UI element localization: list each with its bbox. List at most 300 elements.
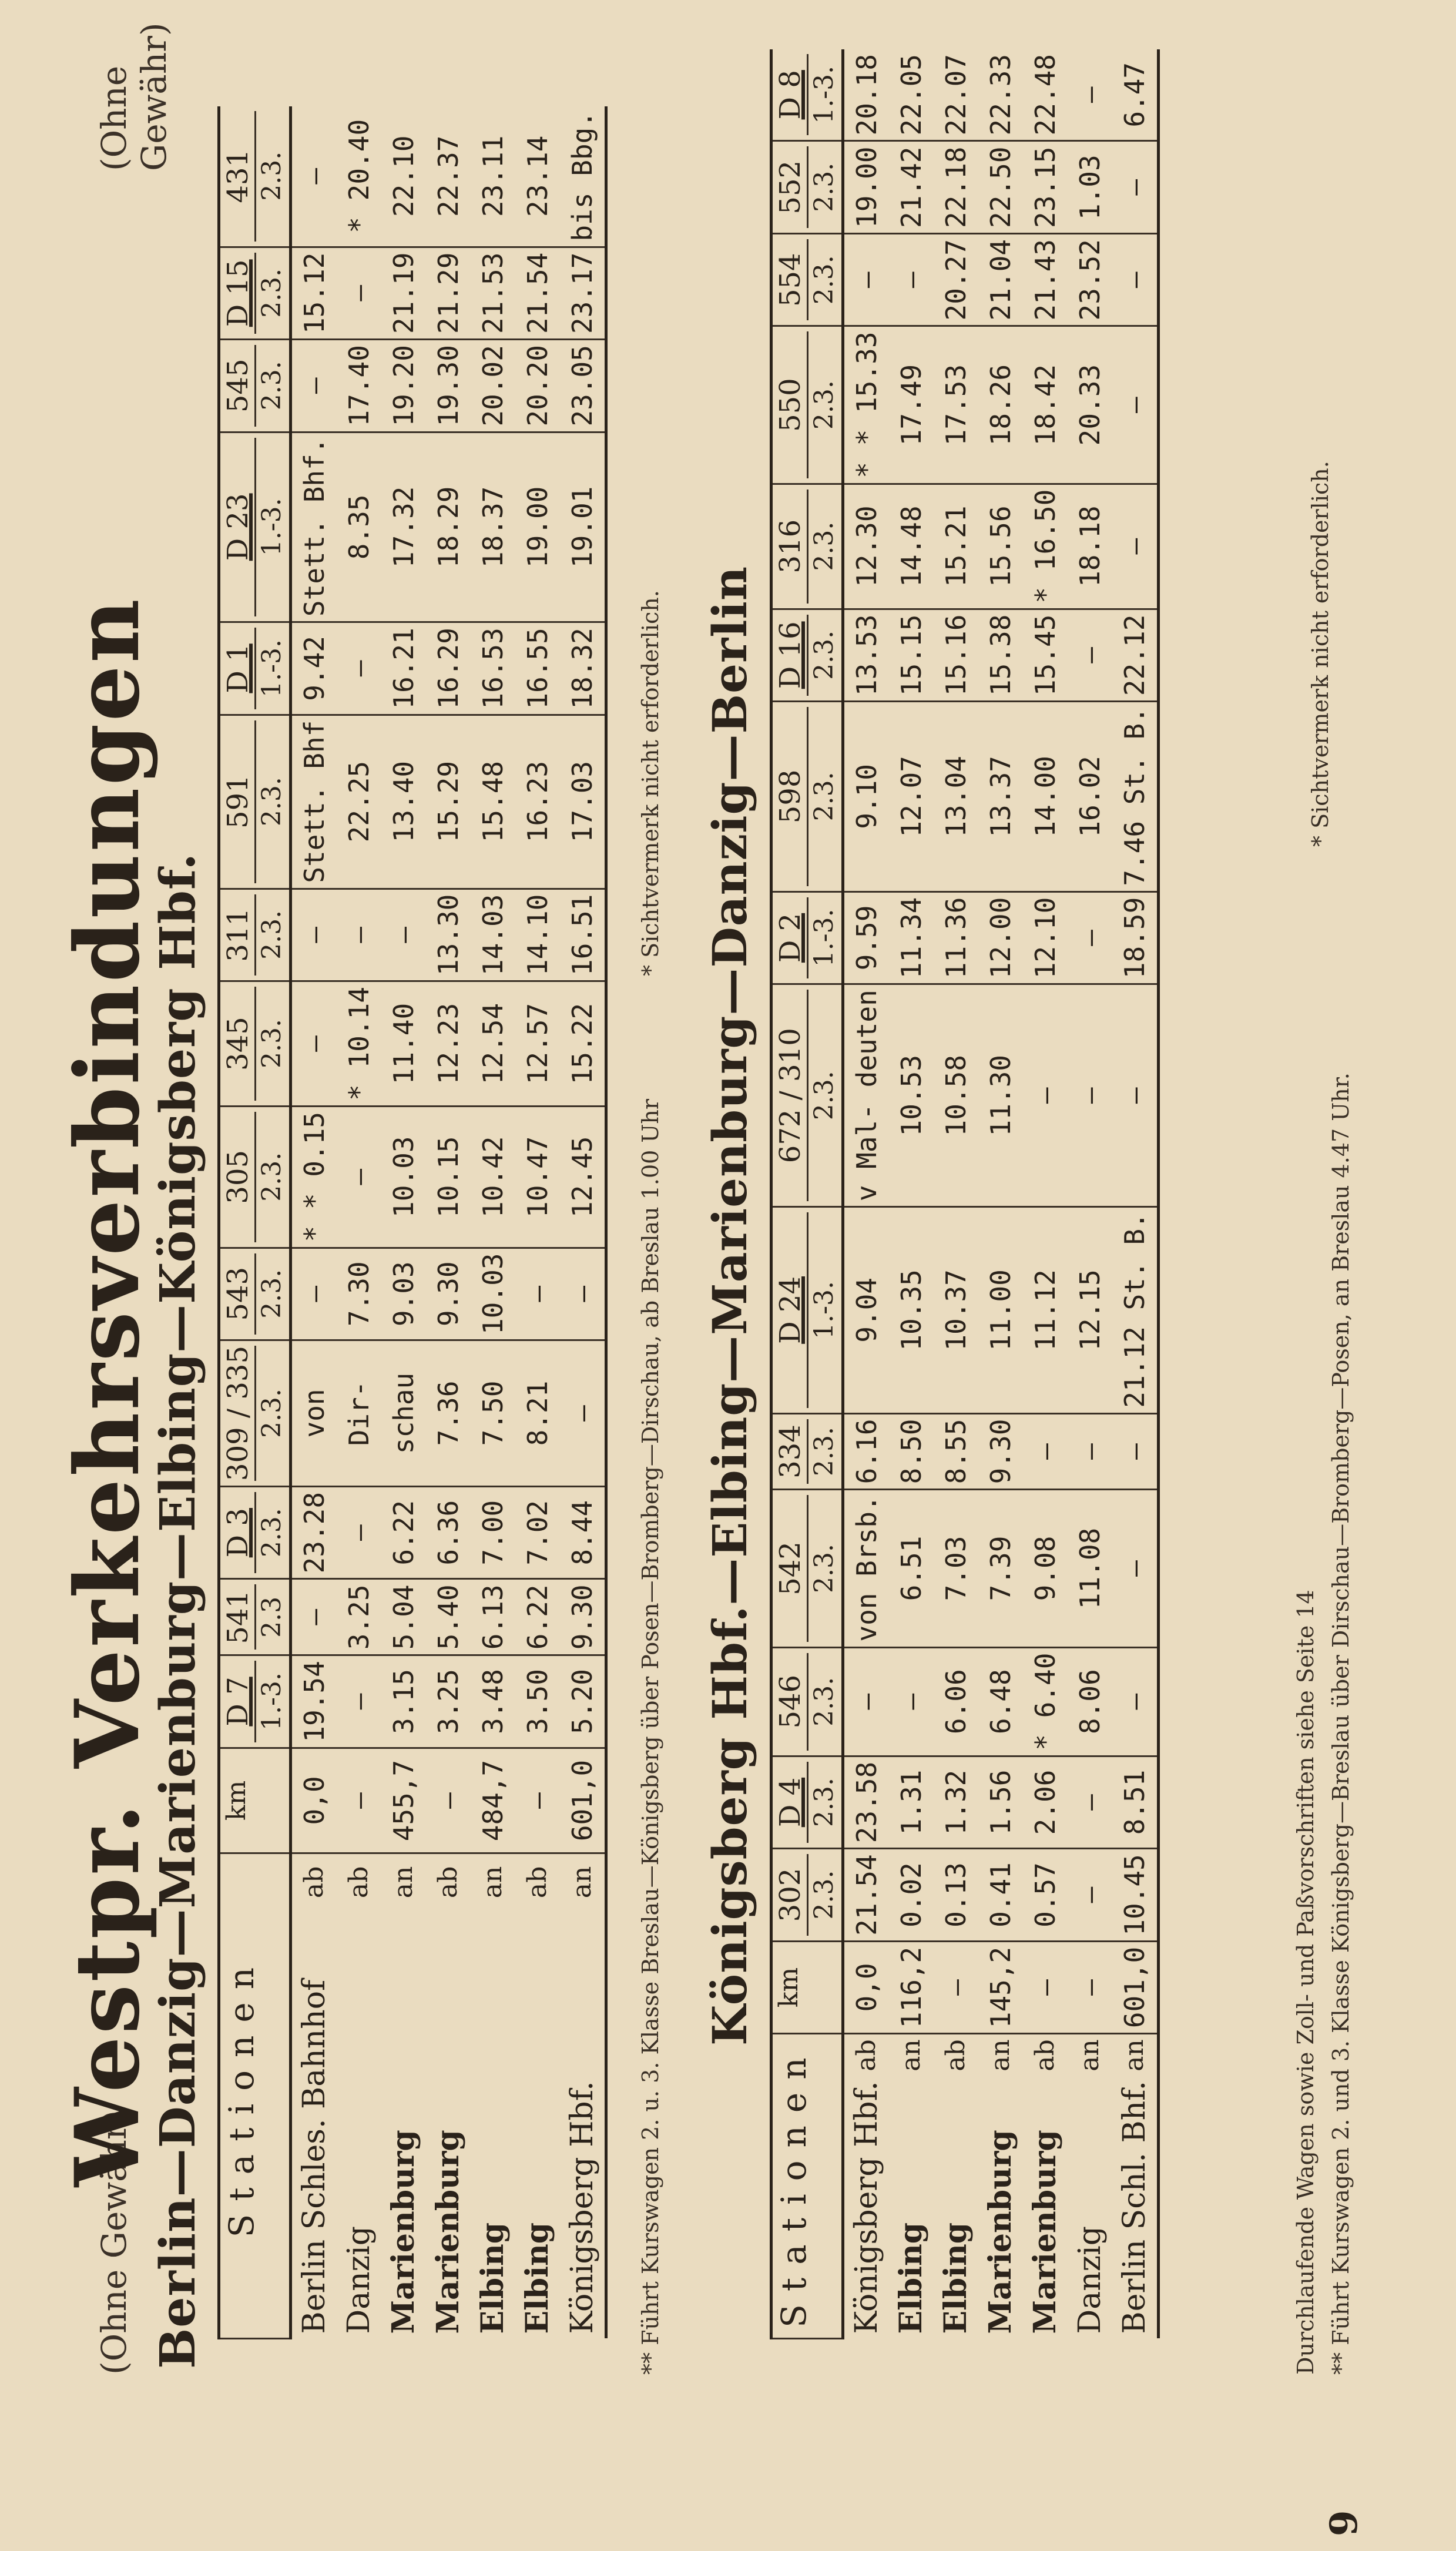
station-name: Königsberg Hbf. (560, 1910, 606, 2339)
time-cell: 2.06 (1023, 1756, 1068, 1848)
time-cell: 13.30 (426, 889, 471, 981)
time-cell: 15.15 (889, 609, 934, 701)
arrival-departure-marker: an (1112, 2034, 1159, 2076)
time-cell: 7.00 (471, 1486, 515, 1578)
train-header: D 1 1.-3. (219, 622, 291, 715)
time-cell: 13.37 (978, 702, 1023, 892)
station-name: Berlin Schl. Bhf. (1112, 2076, 1159, 2339)
time-cell: von (291, 1340, 337, 1487)
time-cell: 21.43 (1023, 233, 1068, 326)
time-cell: * 16.50 (1023, 484, 1068, 609)
time-cell: — (291, 889, 337, 981)
arrival-departure-marker: ab (851, 2039, 881, 2071)
time-cell: 20.33 (1068, 326, 1112, 484)
train-header: 542 2.3. (771, 1490, 843, 1647)
time-cell: 10.42 (471, 1106, 515, 1248)
time-cell: 10.45 (1112, 1849, 1159, 1941)
time-cell: 10.15 (426, 1106, 471, 1248)
train-header: 309 / 335 2.3. (219, 1340, 291, 1487)
train-header: 550 2.3. (771, 326, 843, 484)
time-cell: — (1068, 609, 1112, 701)
station-name: Marienburg (430, 2130, 466, 2334)
distance-km: 601,0 (560, 1748, 606, 1853)
time-cell: 0.02 (889, 1849, 934, 1941)
time-cell: 16.51 (560, 889, 606, 981)
station-name: Königsberg Hbf. (849, 2081, 884, 2334)
train-header: D 16 2.3. (771, 609, 843, 701)
time-cell: 14.48 (889, 484, 934, 609)
time-cell: 10.35 (889, 1207, 934, 1413)
time-cell: 9.03 (381, 1248, 426, 1340)
train-header: 598 2.3. (771, 702, 843, 892)
time-cell: 23.15 (1023, 141, 1068, 233)
table-row (515, 106, 560, 2339)
time-cell: * 10.14 (337, 981, 381, 1107)
train-header: 311 2.3. (219, 889, 291, 981)
time-cell: — (1112, 326, 1159, 484)
time-cell: 11.00 (978, 1207, 1023, 1413)
time-cell: 1.03 (1068, 141, 1112, 233)
time-cell: 18.29 (426, 432, 471, 622)
distance-km: 116,2 (889, 1941, 934, 2033)
time-cell: 15.38 (978, 609, 1023, 701)
time-cell: 15.48 (471, 715, 515, 889)
arrival-departure-marker: an (1075, 2039, 1105, 2071)
page-title: Westpr. Verkehrsverbindungen (56, 596, 159, 2187)
table-row (381, 106, 426, 2339)
distance-km: — (934, 1941, 978, 2033)
time-cell: 9.10 (843, 702, 890, 892)
time-cell: 17.49 (889, 326, 934, 484)
time-cell: 17.03 (560, 715, 606, 889)
time-cell: — (1023, 984, 1068, 1207)
time-cell: — (337, 889, 381, 981)
time-cell: — (560, 1248, 606, 1340)
time-cell: 19.54 (291, 1655, 337, 1748)
time-cell: — (337, 1106, 381, 1248)
distance-km: 601,0 (1112, 1941, 1159, 2033)
train-header: 302 2.3. (771, 1849, 843, 1941)
time-cell: 6.47 (1112, 49, 1159, 141)
time-cell: 12.15 (1068, 1207, 1112, 1413)
time-cell: 10.03 (381, 1106, 426, 1248)
table-row (471, 106, 515, 2339)
table-row (1068, 49, 1112, 2338)
train-header: D 24 1.-3. (771, 1207, 843, 1413)
time-cell: 9.08 (1023, 1490, 1068, 1647)
train-header: 591 2.3. (219, 715, 291, 889)
time-cell: 5.04 (381, 1579, 426, 1655)
time-cell: bis Bbg. (560, 106, 606, 247)
time-cell: 8.44 (560, 1486, 606, 1578)
stations-header: Stationen (219, 1853, 291, 2339)
train-header: 672 / 310 2.3. (771, 984, 843, 1207)
arrival-departure-marker: ab (522, 1866, 552, 1899)
disclaimer-left: (Ohne Gewähr) (94, 2110, 134, 2375)
time-cell: 0.13 (934, 1849, 978, 1941)
station-name: Danzig (1072, 2226, 1108, 2334)
time-cell: 22.48 (1023, 49, 1068, 141)
time-cell: — (291, 981, 337, 1107)
time-cell: — (843, 233, 890, 326)
time-cell: 9.30 (978, 1413, 1023, 1490)
time-cell: 22.50 (978, 141, 1023, 233)
time-cell: 19.20 (381, 340, 426, 432)
time-cell: 9.04 (843, 1207, 890, 1413)
train-header: D 4 2.3. (771, 1756, 843, 1848)
distance-km: 0,0 (291, 1748, 337, 1853)
time-cell: 5.40 (426, 1579, 471, 1655)
footnote-kurswagen-2: ** Führt Kurswagen 2. und 3. Klasse Königsberg—Breslau über Dirschau—Bromberg—Posen, an Breslau 4.47 Uhr. (1328, 1072, 1354, 2375)
distance-km: — (426, 1748, 471, 1853)
time-cell: 11.08 (1068, 1490, 1112, 1647)
train-header: 554 2.3. (771, 233, 843, 326)
train-header: D 8 1.-3. (771, 49, 843, 141)
time-cell: schau (381, 1340, 426, 1487)
time-cell: 3.15 (381, 1655, 426, 1748)
table-row (978, 49, 1023, 2338)
time-cell: — (515, 1248, 560, 1340)
table-row (934, 49, 978, 2338)
time-cell: 12.57 (515, 981, 560, 1107)
time-cell: 3.48 (471, 1655, 515, 1748)
time-cell: 22.33 (978, 49, 1023, 141)
time-cell: 11.30 (978, 984, 1023, 1207)
timetable-1-body (291, 106, 606, 2339)
time-cell: 16.23 (515, 715, 560, 889)
train-header: 305 2.3. (219, 1106, 291, 1248)
time-cell: * 6.40 (1023, 1647, 1068, 1756)
arrival-departure-marker: an (560, 1853, 606, 1910)
time-cell: 10.37 (934, 1207, 978, 1413)
time-cell: 7.50 (471, 1340, 515, 1487)
time-cell: 23.14 (515, 106, 560, 247)
station-name: Marienburg (385, 2130, 421, 2334)
time-cell: 6.06 (934, 1647, 978, 1756)
time-cell: 8.06 (1068, 1647, 1112, 1756)
train-header: 345 2.3. (219, 981, 291, 1107)
time-cell: 18.37 (471, 432, 515, 622)
time-cell: 12.30 (843, 484, 890, 609)
table-row (1023, 49, 1068, 2338)
time-cell: 15.16 (934, 609, 978, 701)
time-cell: — (1068, 891, 1112, 984)
time-cell: 8.51 (1112, 1756, 1159, 1848)
time-cell: 5.20 (560, 1655, 606, 1748)
time-cell: 18.26 (978, 326, 1023, 484)
time-cell: 21.19 (381, 247, 426, 339)
time-cell: 11.36 (934, 891, 978, 984)
table-row (291, 106, 337, 2339)
time-cell: 8.21 (515, 1340, 560, 1487)
time-cell: 18.59 (1112, 891, 1159, 984)
km-header: km (219, 1748, 291, 1853)
train-header: 545 2.3. (219, 340, 291, 432)
time-cell: 19.01 (560, 432, 606, 622)
arrival-departure-marker: ab (433, 1866, 463, 1899)
time-cell: 0.41 (978, 1849, 1023, 1941)
table-row (1112, 49, 1159, 2338)
time-cell: 12.45 (560, 1106, 606, 1248)
time-cell: 8.35 (337, 432, 381, 622)
time-cell: 15.56 (978, 484, 1023, 609)
time-cell: — (1112, 1413, 1159, 1490)
time-cell: 1.31 (889, 1756, 934, 1848)
table-row (337, 106, 381, 2339)
distance-km: 0,0 (843, 1941, 890, 2033)
time-cell: 12.07 (889, 702, 934, 892)
time-cell: 0.57 (1023, 1849, 1068, 1941)
time-cell: 7.30 (337, 1248, 381, 1340)
distance-km: 484,7 (471, 1748, 515, 1853)
train-header: 334 2.3. (771, 1413, 843, 1490)
time-cell: 7.36 (426, 1340, 471, 1487)
time-cell: 8.50 (889, 1413, 934, 1490)
footnote-kurswagen-1: ** Führt Kurswagen 2. u. 3. Klasse Breslau—Königsberg über Posen—Bromberg—Dirschau, ab Breslau 1.00 Uhr (638, 1098, 663, 2375)
time-cell: 21.53 (471, 247, 515, 339)
time-cell: * * 15.33 (843, 326, 890, 484)
time-cell: 12.10 (1023, 891, 1068, 984)
time-cell: 3.25 (337, 1579, 381, 1655)
train-header: D 3 2.3. (219, 1486, 291, 1578)
time-cell: 10.58 (934, 984, 978, 1207)
station-name: Marienburg (982, 2130, 1018, 2334)
time-cell: 10.47 (515, 1106, 560, 1248)
time-cell: 18.32 (560, 622, 606, 715)
time-cell: 23.17 (560, 247, 606, 339)
table-row (889, 49, 934, 2338)
km-header: km (771, 1941, 843, 2033)
distance-km: — (337, 1748, 381, 1853)
time-cell: 21.04 (978, 233, 1023, 326)
station-name: Elbing (893, 2222, 929, 2334)
time-cell: 17.40 (337, 340, 381, 432)
time-cell: 15.29 (426, 715, 471, 889)
time-cell: 22.18 (934, 141, 978, 233)
time-cell: — (1112, 141, 1159, 233)
train-header: 541 2.3 (219, 1579, 291, 1655)
time-cell: 1.32 (934, 1756, 978, 1848)
time-cell: — (291, 1579, 337, 1655)
time-cell: Dir- (337, 1340, 381, 1487)
train-header: D 2 1.-3. (771, 891, 843, 984)
time-cell: 20.27 (934, 233, 978, 326)
station-name: Elbing (519, 2222, 555, 2334)
time-cell: von Brsb. (843, 1490, 890, 1647)
time-cell: 16.21 (381, 622, 426, 715)
time-cell: 23.11 (471, 106, 515, 247)
time-cell: — (1068, 49, 1112, 141)
time-cell: — (337, 622, 381, 715)
distance-km: 145,2 (978, 1941, 1023, 2033)
train-header: D 15 2.3. (219, 247, 291, 339)
time-cell: 21.29 (426, 247, 471, 339)
time-cell: 22.37 (426, 106, 471, 247)
station-name: Berlin Schles. Bahnhof (297, 1979, 332, 2334)
time-cell: 16.02 (1068, 702, 1112, 892)
time-cell: 9.59 (843, 891, 890, 984)
time-cell: — (337, 1486, 381, 1578)
station-name: Elbing (475, 2222, 511, 2334)
timetable-berlin-koenigsberg (217, 106, 608, 2339)
time-cell: — (337, 1655, 381, 1748)
time-cell: 17.53 (934, 326, 978, 484)
time-cell: 6.22 (381, 1486, 426, 1578)
time-cell: 8.55 (934, 1413, 978, 1490)
train-header: 431 2.3. (219, 106, 291, 247)
station-name: Marienburg (1027, 2130, 1063, 2334)
time-cell: 15.21 (934, 484, 978, 609)
time-cell: — (337, 247, 381, 339)
distance-km: — (1023, 1941, 1068, 2033)
arrival-departure-marker: ab (1030, 2039, 1060, 2071)
time-cell: — (1112, 1490, 1159, 1647)
time-cell: — (1068, 984, 1112, 1207)
time-cell: 15.22 (560, 981, 606, 1107)
station-name: Danzig (341, 2226, 377, 2334)
time-cell: 12.23 (426, 981, 471, 1107)
time-cell: 22.10 (381, 106, 426, 247)
arrival-departure-marker: ab (344, 1866, 374, 1899)
time-cell: 10.53 (889, 984, 934, 1207)
time-cell: 6.48 (978, 1647, 1023, 1756)
time-cell: 22.05 (889, 49, 934, 141)
page-number: 9 (1322, 2510, 1366, 2536)
train-header: D 23 1.-3. (219, 432, 291, 622)
time-cell: 21.54 (843, 1849, 890, 1941)
time-cell: 18.42 (1023, 326, 1068, 484)
time-cell: 22.07 (934, 49, 978, 141)
time-cell: 20.02 (471, 340, 515, 432)
footnote-visa-1: * Sichtvermerk nicht erforderlich. (638, 590, 663, 976)
arrival-departure-marker: ab (299, 1866, 329, 1899)
time-cell: 20.20 (515, 340, 560, 432)
time-cell: * * 0.15 (291, 1106, 337, 1248)
time-cell: v Mal- deuten (843, 984, 890, 1207)
time-cell: 19.00 (843, 141, 890, 233)
time-cell: 19.00 (515, 432, 560, 622)
arrival-departure-marker: an (478, 1866, 508, 1899)
time-cell: — (560, 1340, 606, 1487)
time-cell: — (1068, 1756, 1112, 1848)
time-cell: 22.12 (1112, 609, 1159, 701)
time-cell: 6.22 (515, 1579, 560, 1655)
time-cell: — (291, 340, 337, 432)
time-cell: — (889, 233, 934, 326)
time-cell: 18.18 (1068, 484, 1112, 609)
time-cell: 11.34 (889, 891, 934, 984)
time-cell: — (1023, 1413, 1068, 1490)
arrival-departure-marker: an (985, 2039, 1015, 2071)
table-row (843, 49, 890, 2338)
time-cell: — (1112, 233, 1159, 326)
time-cell: 21.12 St. B. (1112, 1207, 1159, 1413)
train-header: 316 2.3. (771, 484, 843, 609)
train-header: 552 2.3. (771, 141, 843, 233)
time-cell: 19.30 (426, 340, 471, 432)
distance-km: — (1068, 1941, 1112, 2033)
distance-km: — (515, 1748, 560, 1853)
footnote-visa-2: * Sichtvermerk nicht erforderlich. (1307, 461, 1333, 847)
time-cell: 21.54 (515, 247, 560, 339)
table-row (560, 106, 606, 2339)
time-cell: 13.53 (843, 609, 890, 701)
time-cell: 6.51 (889, 1490, 934, 1647)
time-cell: 15.45 (1023, 609, 1068, 701)
time-cell: 7.39 (978, 1490, 1023, 1647)
train-header: 543 2.3. (219, 1248, 291, 1340)
time-cell: 22.25 (337, 715, 381, 889)
time-cell: 7.03 (934, 1490, 978, 1647)
time-cell: — (1112, 1647, 1159, 1756)
time-cell: * 20.40 (337, 106, 381, 247)
time-cell: 12.54 (471, 981, 515, 1107)
footnote-customs: Durchlaufende Wagen sowie Zoll- und Paßvorschriften siehe Seite 14 (1293, 1590, 1319, 2375)
time-cell: 6.36 (426, 1486, 471, 1578)
time-cell: 14.03 (471, 889, 515, 981)
time-cell: 9.30 (426, 1248, 471, 1340)
time-cell: 16.55 (515, 622, 560, 715)
time-cell: — (1068, 1849, 1112, 1941)
time-cell: 7.02 (515, 1486, 560, 1578)
time-cell: — (381, 889, 426, 981)
time-cell: 15.12 (291, 247, 337, 339)
train-header: 546 2.3. (771, 1647, 843, 1756)
time-cell: 16.29 (426, 622, 471, 715)
time-cell: 21.42 (889, 141, 934, 233)
route-heading-2: Königsberg Hbf.—Elbing—Marienburg—Danzig—Berlin (702, 565, 757, 2046)
arrival-departure-marker: an (896, 2039, 926, 2071)
station-name: Elbing (938, 2222, 974, 2334)
train-header: D 7 1.-3. (219, 1655, 291, 1748)
timetable-koenigsberg-berlin (770, 49, 1160, 2339)
disclaimer-right: (Ohne Gewähr) (94, 22, 174, 171)
time-cell: 23.28 (291, 1486, 337, 1578)
time-cell: 23.05 (560, 340, 606, 432)
time-cell: 13.40 (381, 715, 426, 889)
time-cell: 3.50 (515, 1655, 560, 1748)
timetable-2-body (843, 49, 1159, 2338)
time-cell: 9.42 (291, 622, 337, 715)
time-cell: 17.32 (381, 432, 426, 622)
time-cell: 14.10 (515, 889, 560, 981)
time-cell: 14.00 (1023, 702, 1068, 892)
time-cell: 1.56 (978, 1756, 1023, 1848)
time-cell: 9.30 (560, 1579, 606, 1655)
time-cell: 11.40 (381, 981, 426, 1107)
time-cell: 23.58 (843, 1756, 890, 1848)
time-cell: 16.53 (471, 622, 515, 715)
arrival-departure-marker: an (388, 1866, 418, 1899)
time-cell: 12.00 (978, 891, 1023, 984)
stations-header: Stationen (771, 2034, 843, 2339)
time-cell: — (1112, 484, 1159, 609)
time-cell: 13.04 (934, 702, 978, 892)
time-cell: 10.03 (471, 1248, 515, 1340)
time-cell: — (1112, 984, 1159, 1207)
time-cell: 3.25 (426, 1655, 471, 1748)
time-cell: 11.12 (1023, 1207, 1068, 1413)
route-heading-1: Berlin—Danzig—Marienburg—Elbing—Königsberg Hbf. (150, 853, 206, 2369)
time-cell: 6.13 (471, 1579, 515, 1655)
time-cell: Stett. Bhf (291, 715, 337, 889)
time-cell: — (1068, 1413, 1112, 1490)
time-cell: — (889, 1647, 934, 1756)
arrival-departure-marker: ab (941, 2039, 971, 2071)
time-cell: 7.46 St. B. (1112, 702, 1159, 892)
distance-km: 455,7 (381, 1748, 426, 1853)
time-cell: — (843, 1647, 890, 1756)
